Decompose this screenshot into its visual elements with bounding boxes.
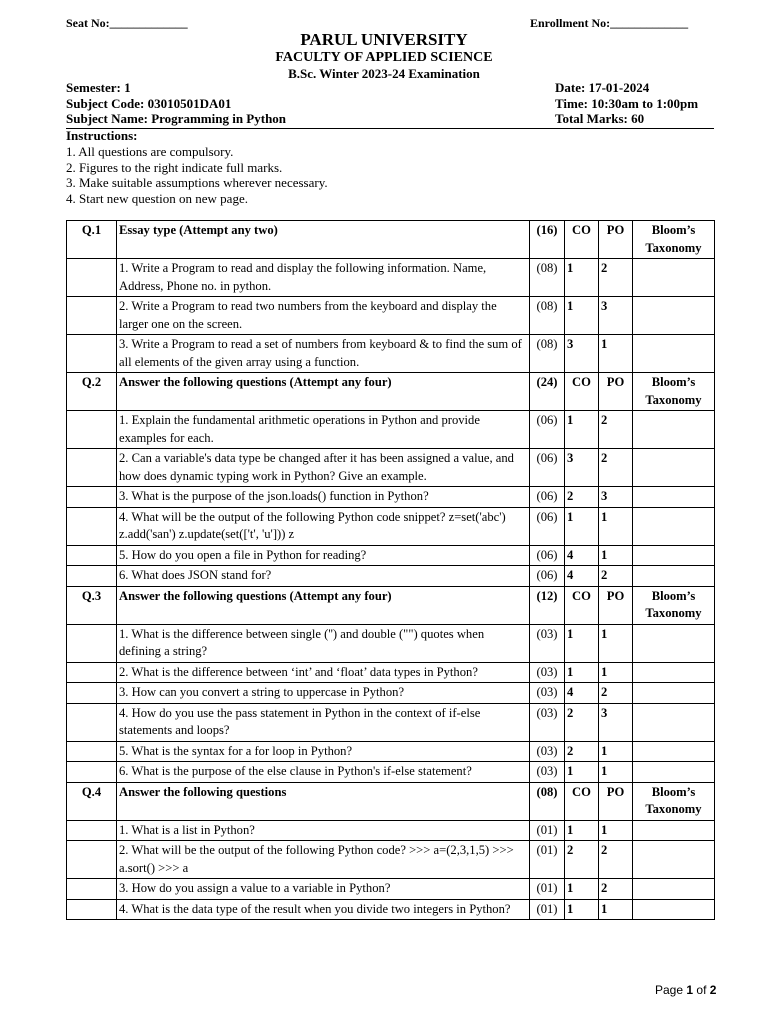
question-row — [67, 841, 715, 879]
question-marks: (03) — [530, 683, 565, 704]
question-row — [67, 507, 715, 545]
section-header-row — [67, 586, 715, 624]
question-co: 1 — [565, 259, 599, 297]
question-co: 2 — [565, 841, 599, 879]
question-number-empty — [67, 259, 117, 297]
question-marks: (01) — [530, 899, 565, 920]
question-text: 4. How do you use the pass statement in Python in the context of if-else statements and loops? — [117, 703, 530, 741]
question-co: 1 — [565, 624, 599, 662]
instruction-item: 1. All questions are compulsory. — [66, 143, 234, 159]
subject-name: Subject Name: Programming in Python — [66, 111, 287, 126]
question-number-empty — [67, 566, 117, 587]
question-po: 1 — [599, 741, 633, 762]
question-number-empty — [67, 487, 117, 508]
section-title: Answer the following questions (Attempt any four) — [117, 373, 530, 411]
question-text: 2. What will be the output of the following Python code? >>> a=(2,3,1,5) >>> a.sort() >>> a — [117, 841, 530, 879]
section-title: Essay type (Attempt any two) — [117, 221, 530, 259]
question-row — [67, 662, 715, 683]
semester: Semester: 1 — [66, 80, 131, 95]
section-marks: (24) — [530, 373, 565, 411]
question-text: 1. What is the difference between single ('') and double ("") quotes when defining a string? — [117, 624, 530, 662]
bloom-header: Bloom’s Taxonomy — [633, 782, 715, 820]
question-bloom — [633, 411, 715, 449]
question-text: 3. What is the purpose of the json.loads() function in Python? — [117, 487, 530, 508]
po-header: PO — [599, 782, 633, 820]
question-po: 3 — [599, 297, 633, 335]
question-number-empty — [67, 741, 117, 762]
question-number: Q.1 — [67, 221, 117, 259]
question-row — [67, 820, 715, 841]
question-row — [67, 335, 715, 373]
instructions — [66, 128, 328, 207]
question-bloom — [633, 703, 715, 741]
question-marks: (03) — [530, 762, 565, 783]
question-text: 5. What is the syntax for a for loop in Python? — [117, 741, 530, 762]
question-co: 4 — [565, 545, 599, 566]
question-text: 6. What does JSON stand for? — [117, 566, 530, 587]
question-row — [67, 566, 715, 587]
question-po: 3 — [599, 703, 633, 741]
university-name: PARUL UNIVERSITY — [300, 30, 468, 49]
question-row — [67, 545, 715, 566]
question-po: 1 — [599, 507, 633, 545]
question-marks: (06) — [530, 487, 565, 508]
seat-no: Seat No:_____________ — [66, 16, 188, 30]
question-number-empty — [67, 703, 117, 741]
question-number-empty — [67, 507, 117, 545]
question-bloom — [633, 624, 715, 662]
question-marks: (01) — [530, 820, 565, 841]
bloom-header: Bloom’s Taxonomy — [633, 221, 715, 259]
question-row — [67, 487, 715, 508]
question-bloom — [633, 545, 715, 566]
question-number-empty — [67, 335, 117, 373]
question-text: 3. Write a Program to read a set of numbers from keyboard & to find the sum of all elements of the given array using a function. — [117, 335, 530, 373]
question-row — [67, 879, 715, 900]
question-po: 1 — [599, 820, 633, 841]
question-text: 4. What is the data type of the result when you divide two integers in Python? — [117, 899, 530, 920]
exam-meta-left — [66, 80, 286, 127]
question-co: 2 — [565, 487, 599, 508]
section-marks: (12) — [530, 586, 565, 624]
question-bloom — [633, 820, 715, 841]
question-bloom — [633, 841, 715, 879]
question-co: 1 — [565, 820, 599, 841]
instructions-title: Instructions: — [66, 128, 138, 143]
instruction-item: 3. Make suitable assumptions wherever necessary. — [66, 175, 328, 191]
question-co: 1 — [565, 411, 599, 449]
question-number-empty — [67, 820, 117, 841]
question-co: 1 — [565, 899, 599, 920]
question-marks: (06) — [530, 507, 565, 545]
co-header: CO — [565, 586, 599, 624]
exam-meta-right — [555, 80, 698, 127]
question-co: 1 — [565, 297, 599, 335]
question-number: Q.3 — [67, 586, 117, 624]
question-bloom — [633, 879, 715, 900]
question-marks: (06) — [530, 411, 565, 449]
question-po: 3 — [599, 487, 633, 508]
exam-time: Time: 10:30am to 1:00pm — [555, 95, 699, 111]
question-text: 2. Can a variable's data type be changed after it has been assigned a value, and how does dynamic typing work in Python? Give an example. — [117, 449, 530, 487]
question-bloom — [633, 762, 715, 783]
question-number-empty — [67, 879, 117, 900]
section-header-row — [67, 373, 715, 411]
exam-date: Date: 17-01-2024 — [555, 80, 650, 95]
question-number: Q.2 — [67, 373, 117, 411]
enrollment-no: Enrollment No:_____________ — [530, 16, 689, 30]
question-text: 5. How do you open a file in Python for reading? — [117, 545, 530, 566]
section-header-row — [67, 782, 715, 820]
question-bloom — [633, 899, 715, 920]
question-marks: (08) — [530, 297, 565, 335]
instruction-item: 4. Start new question on new page. — [66, 191, 248, 207]
question-po: 1 — [599, 899, 633, 920]
po-header: PO — [599, 373, 633, 411]
question-bloom — [633, 683, 715, 704]
question-po: 1 — [599, 545, 633, 566]
question-co: 1 — [565, 662, 599, 683]
question-bloom — [633, 335, 715, 373]
question-co: 1 — [565, 762, 599, 783]
question-marks: (03) — [530, 624, 565, 662]
question-row — [67, 683, 715, 704]
question-text: 1. Write a Program to read and display the following information. Name, Address, Phone no. in python. — [117, 259, 530, 297]
total-marks: Total Marks: 60 — [555, 111, 645, 126]
question-co: 2 — [565, 703, 599, 741]
question-po: 2 — [599, 566, 633, 587]
co-header: CO — [565, 373, 599, 411]
question-number-empty — [67, 297, 117, 335]
question-number-empty — [67, 662, 117, 683]
question-po: 1 — [599, 762, 633, 783]
question-po: 2 — [599, 841, 633, 879]
question-number-empty — [67, 411, 117, 449]
section-header-row — [67, 221, 715, 259]
question-number-empty — [67, 683, 117, 704]
question-co: 1 — [565, 879, 599, 900]
question-po: 2 — [599, 683, 633, 704]
question-bloom — [633, 741, 715, 762]
section-title: Answer the following questions — [117, 782, 530, 820]
question-marks: (06) — [530, 545, 565, 566]
question-number-empty — [67, 449, 117, 487]
question-row — [67, 297, 715, 335]
po-header: PO — [599, 586, 633, 624]
question-marks: (03) — [530, 741, 565, 762]
question-co: 2 — [565, 741, 599, 762]
question-co: 4 — [565, 683, 599, 704]
faculty-name: FACULTY OF APPLIED SCIENCE — [275, 50, 493, 65]
question-text: 4. What will be the output of the following Python code snippet? z=set('abc') z.add('san') z.update(set(['t', 'u'])) z — [117, 507, 530, 545]
question-marks: (01) — [530, 879, 565, 900]
exam-name: B.Sc. Winter 2023-24 Examination — [288, 66, 480, 81]
question-co: 1 — [565, 507, 599, 545]
question-row — [67, 703, 715, 741]
section-marks: (16) — [530, 221, 565, 259]
question-marks: (03) — [530, 703, 565, 741]
question-table — [66, 220, 715, 920]
question-bloom — [633, 507, 715, 545]
subject-code: Subject Code: 03010501DA01 — [66, 95, 232, 111]
question-po: 1 — [599, 662, 633, 683]
question-row — [67, 259, 715, 297]
bloom-header: Bloom’s Taxonomy — [633, 373, 715, 411]
question-number-empty — [67, 545, 117, 566]
question-text: 6. What is the purpose of the else clause in Python's if-else statement? — [117, 762, 530, 783]
question-marks: (08) — [530, 335, 565, 373]
co-header: CO — [565, 221, 599, 259]
question-text: 1. What is a list in Python? — [117, 820, 530, 841]
question-co: 3 — [565, 449, 599, 487]
bloom-header: Bloom’s Taxonomy — [633, 586, 715, 624]
question-number-empty — [67, 762, 117, 783]
po-header: PO — [599, 221, 633, 259]
question-bloom — [633, 259, 715, 297]
question-text: 2. Write a Program to read two numbers from the keyboard and display the larger one on the screen. — [117, 297, 530, 335]
question-bloom — [633, 566, 715, 587]
question-po: 2 — [599, 411, 633, 449]
question-row — [67, 449, 715, 487]
question-number-empty — [67, 899, 117, 920]
question-row — [67, 741, 715, 762]
question-po: 2 — [599, 879, 633, 900]
section-title: Answer the following questions (Attempt any four) — [117, 586, 530, 624]
question-bloom — [633, 297, 715, 335]
question-marks: (01) — [530, 841, 565, 879]
question-row — [67, 411, 715, 449]
question-text: 3. How do you assign a value to a variable in Python? — [117, 879, 530, 900]
section-marks: (08) — [530, 782, 565, 820]
question-po: 2 — [599, 449, 633, 487]
instruction-item: 2. Figures to the right indicate full marks. — [66, 159, 283, 175]
question-po: 2 — [599, 259, 633, 297]
question-po: 1 — [599, 335, 633, 373]
question-po: 1 — [599, 624, 633, 662]
question-marks: (06) — [530, 449, 565, 487]
question-number-empty — [67, 841, 117, 879]
question-marks: (08) — [530, 259, 565, 297]
page-footer: Page 1 of 2 — [655, 983, 717, 997]
question-row — [67, 762, 715, 783]
question-bloom — [633, 662, 715, 683]
question-row — [67, 899, 715, 920]
question-text: 3. How can you convert a string to uppercase in Python? — [117, 683, 530, 704]
question-bloom — [633, 449, 715, 487]
question-co: 4 — [565, 566, 599, 587]
question-text: 1. Explain the fundamental arithmetic operations in Python and provide examples for each. — [117, 411, 530, 449]
question-co: 3 — [565, 335, 599, 373]
question-number-empty — [67, 624, 117, 662]
question-bloom — [633, 487, 715, 508]
question-marks: (03) — [530, 662, 565, 683]
co-header: CO — [565, 782, 599, 820]
question-text: 2. What is the difference between ‘int’ and ‘float’ data types in Python? — [117, 662, 530, 683]
question-marks: (06) — [530, 566, 565, 587]
question-number: Q.4 — [67, 782, 117, 820]
question-row — [67, 624, 715, 662]
